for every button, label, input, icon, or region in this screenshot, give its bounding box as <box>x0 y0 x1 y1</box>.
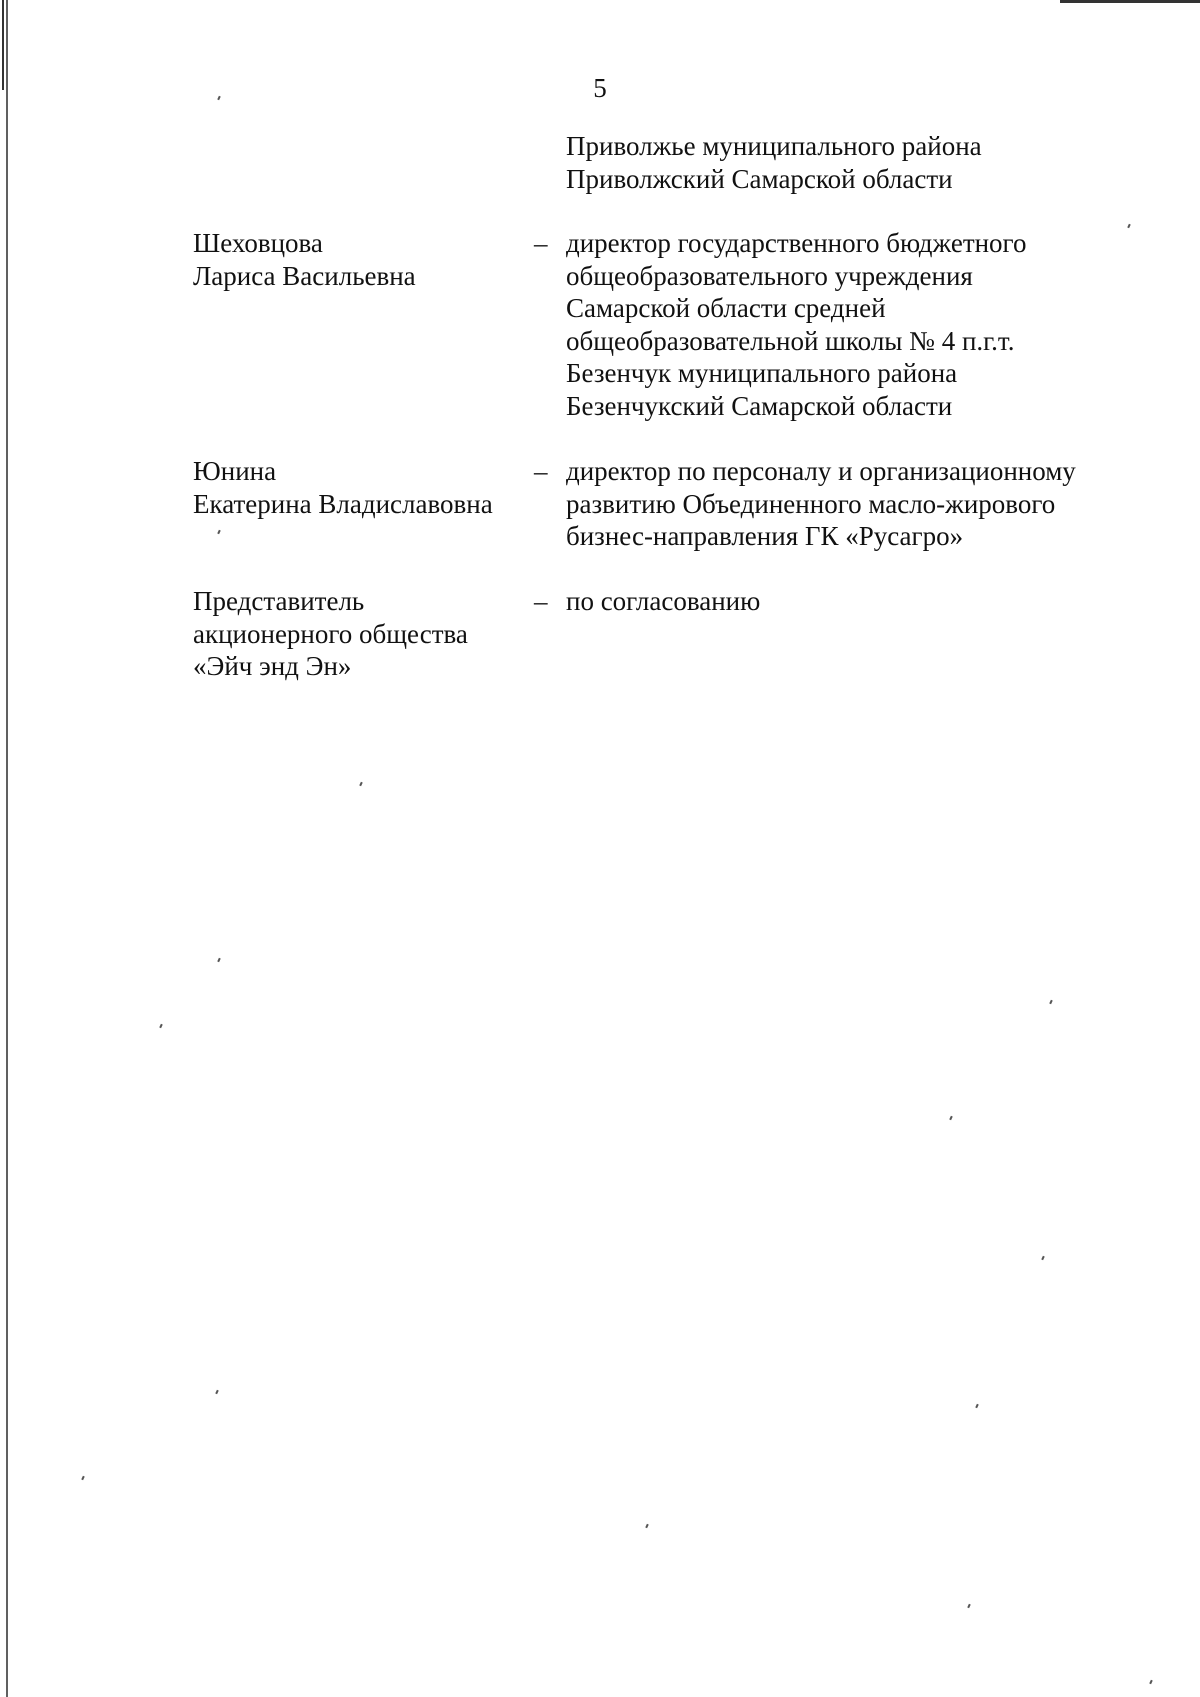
scan-speck <box>215 1390 219 1394</box>
scan-speck <box>1049 1000 1053 1004</box>
member-name <box>193 227 533 292</box>
role-line: общеобразовательного учреждения <box>566 260 973 291</box>
scan-speck <box>1041 1256 1045 1260</box>
scan-speck <box>645 1524 649 1528</box>
name-line: Лариса Васильевна <box>193 260 416 291</box>
continuation-text <box>566 130 1106 195</box>
scan-speck <box>217 530 221 534</box>
scan-speck <box>81 1476 85 1480</box>
text-line: Приволжский Самарской области <box>566 163 953 194</box>
name-line: Юнина <box>193 456 277 486</box>
role-line: директор государственного бюджетного <box>566 228 1027 258</box>
member-role <box>566 455 1126 553</box>
role-line: директор по персоналу и организационному <box>566 456 1076 486</box>
name-line: Екатерина Владиславовна <box>193 488 493 519</box>
member-role <box>566 227 1126 422</box>
separator-dash: – <box>534 586 548 616</box>
member-name <box>193 455 533 520</box>
member-role <box>566 585 1126 618</box>
scan-speck <box>949 1116 953 1120</box>
name-line: Шеховцова <box>193 228 323 258</box>
role-line: по согласованию <box>566 586 761 616</box>
scan-speck <box>1149 1680 1153 1684</box>
scan-speck <box>359 782 363 786</box>
scan-speck <box>967 1604 971 1608</box>
role-line: Самарской области средней <box>566 293 886 323</box>
name-line: акционерного общества <box>193 618 468 649</box>
scan-edge-artifact <box>1060 0 1200 3</box>
separator-dash: – <box>534 456 548 486</box>
role-line: развитию Объединенного масло-жирового <box>566 488 1056 519</box>
separator-dash: – <box>534 228 548 258</box>
name-line: «Эйч энд Эн» <box>193 651 352 681</box>
scan-speck <box>1127 224 1131 228</box>
page-number: 5 <box>593 73 607 103</box>
scan-speck <box>159 1024 163 1028</box>
role-line: Безенчукский Самарской области <box>566 390 953 421</box>
scan-edge-artifact <box>6 0 8 1697</box>
member-name <box>193 585 533 683</box>
role-line: общеобразовательной школы № 4 п.г.т. <box>566 325 1015 356</box>
name-line: Представитель <box>193 586 365 616</box>
scan-speck <box>217 958 221 962</box>
text-line: Приволжье муниципального района <box>566 131 982 161</box>
role-line: Безенчук муниципального района <box>566 358 958 388</box>
scan-speck <box>975 1404 979 1408</box>
role-line: бизнес-направления ГК «Русагро» <box>566 521 964 551</box>
